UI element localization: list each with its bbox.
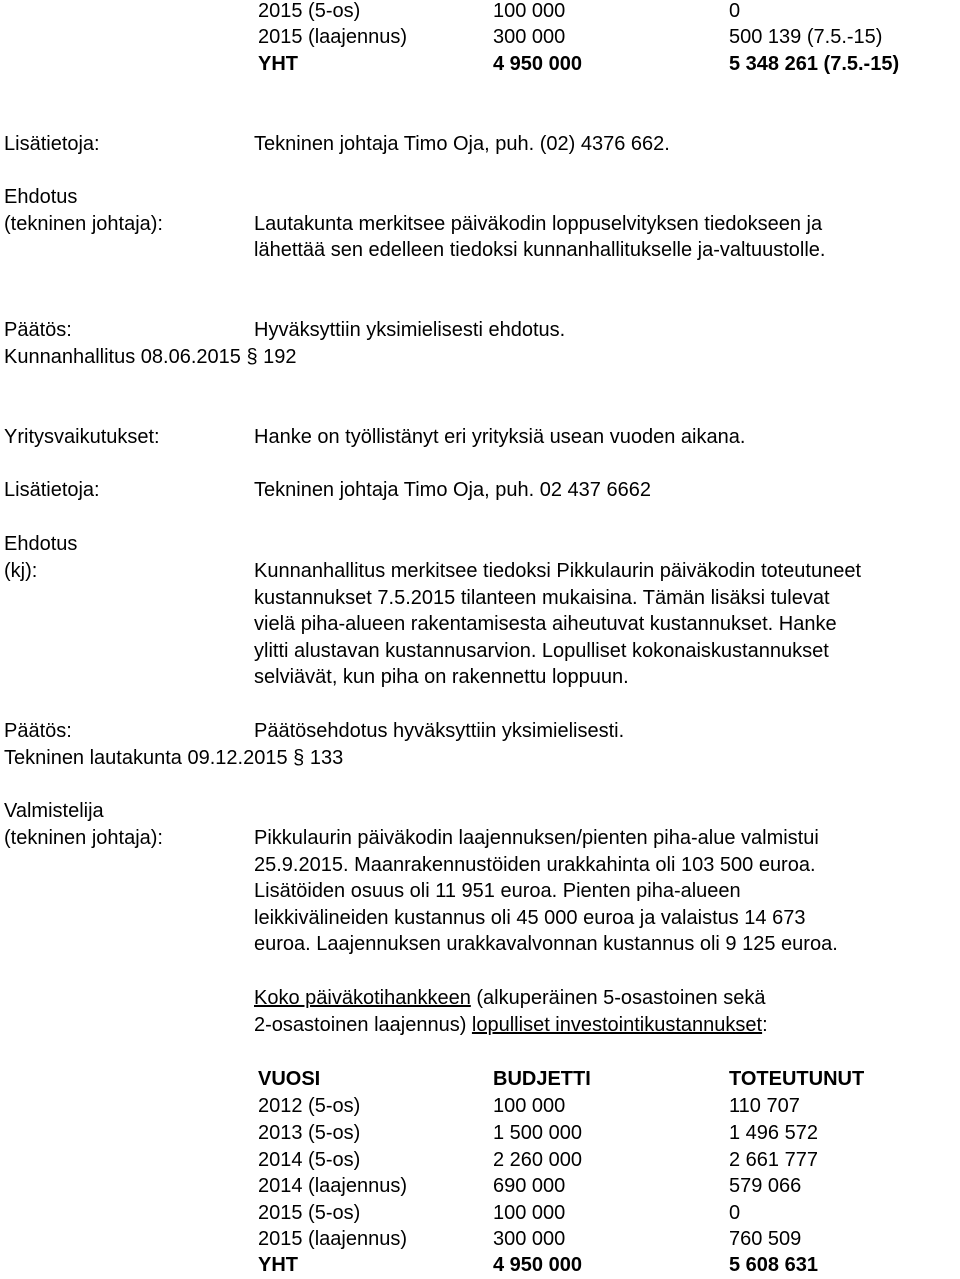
proposal-text-line: Kunnanhallitus merkitsee tiedoksi Pikkulaurin päiväkodin toteutuneet [254,560,862,582]
table-row [0,1093,960,1120]
table-total-row [0,51,960,78]
cell-budget: 4 950 000 [493,53,582,75]
cell-year: YHT [258,1254,298,1276]
proposal-text [254,558,861,691]
header-actual: TOTEUTUNUT [729,1068,865,1090]
proposal-text-line: Lautakunta merkitsee päiväkodin loppuselvityksen tiedokseen ja [254,213,823,235]
table-row [0,1173,960,1200]
council-date: Kunnanhallitus 08.06.2015 [4,346,241,368]
cell-actual: 2 661 777 [729,1149,818,1171]
info-label: Lisätietoja: [4,479,100,501]
info-label: Lisätietoja: [4,133,100,155]
summary-plain: : [762,1013,768,1036]
summary-text [254,985,768,1038]
board-section: 133 [309,747,344,769]
cell-actual: 5 608 631 [729,1254,818,1276]
cell-year: 2015 (laajennus) [258,1228,407,1250]
table-row [0,0,960,25]
proposal-text-line: ylitti alustavan kustannusarvion. Lopulliset kokonaiskustannukset [254,639,829,662]
cell-budget: 100 000 [493,1202,566,1224]
cell-year: 2014 (laajennus) [258,1175,407,1197]
cell-actual: 579 066 [729,1175,802,1197]
proposal-text-line: vielä piha-alueen rakentamisesta aiheutuvat kustannukset. Hanke [254,613,837,635]
section-icon: § [293,747,305,769]
cell-year: 2013 (5-os) [258,1122,361,1144]
summary-underlined: Koko päiväkotihankkeen [254,987,471,1009]
decision-text: Hyväksyttiin yksimielisesti ehdotus. [254,319,566,341]
section-icon: § [246,346,258,368]
cell-budget: 4 950 000 [493,1254,582,1276]
cell-actual: 500 139 (7.5.-15) [729,26,883,48]
preparer-text-line: 25.9.2015. Maanrakennustöiden urakkahinta oli 103 500 euroa. [254,853,816,876]
cell-year: YHT [258,53,298,75]
proposal-label: Ehdotus [4,186,78,208]
table-row [0,1226,960,1253]
table-header-row [0,1066,960,1093]
preparer-text-line: Lisätöiden osuus oli 11 951 euroa. Pienten piha-alueen [254,880,741,902]
cell-budget: 2 260 000 [493,1149,582,1171]
cell-year: 2015 (5-os) [258,0,361,22]
preparer-text-line: Pikkulaurin päiväkodin laajennuksen/pienten piha-alue valmistui [254,827,819,849]
cell-year: 2015 (laajennus) [258,26,407,48]
summary-line [254,1012,768,1039]
preparer-label: Valmistelija [4,800,104,822]
proposal-text-line: lähettää sen edelleen tiedoksi kunnanhallitukselle ja-valtuustolle. [254,239,826,261]
decision-label: Päätös: [4,319,72,341]
preparer-text [254,825,838,958]
board-date: Tekninen lautakunta 09.12.2015 [4,747,288,769]
table-row [0,1147,960,1174]
cell-budget: 100 000 [493,0,566,22]
decision-label: Päätös: [4,720,72,742]
summary-line [254,985,768,1012]
info-text: Tekninen johtaja Timo Oja, puh. (02) 4376 662. [254,133,670,155]
header-budget: BUDJETTI [493,1068,591,1090]
cell-actual: 1 496 572 [729,1122,818,1144]
preparer-label-role: (tekninen johtaja): [4,827,163,849]
board-reference [4,745,343,772]
table-row [0,1120,960,1147]
cell-budget: 300 000 [493,26,566,48]
cell-budget: 300 000 [493,1228,566,1250]
cell-actual: 760 509 [729,1228,802,1250]
table-row [0,24,960,51]
cell-actual: 0 [729,1202,741,1224]
cell-year: 2014 (5-os) [258,1149,361,1171]
proposal-label-role: (kj): [4,560,38,582]
preparer-text-line: euroa. Laajennuksen urakkavalvonnan kustannus oli 9 125 euroa. [254,933,838,955]
cell-budget: 1 500 000 [493,1122,582,1144]
council-section: 192 [263,346,297,368]
decision-text: Päätösehdotus hyväksyttiin yksimielisesti. [254,720,625,742]
preparer-text-line: leikkivälineiden kustannus oli 45 000 euroa ja valaistus 14 673 [254,906,806,929]
cell-actual: 110 707 [729,1095,800,1117]
summary-plain: (alkuperäinen 5-osastoinen sekä [470,987,766,1009]
table-row [0,1200,960,1227]
cell-actual: 5 348 261 (7.5.-15) [729,53,900,75]
header-year: VUOSI [258,1068,321,1090]
summary-plain: 2-osastoinen laajennus) [254,1013,472,1036]
cell-year: 2012 (5-os) [258,1095,361,1117]
business-label: Yritysvaikutukset: [4,426,160,448]
proposal-text-line: selviävät, kun piha on rakennettu loppuun. [254,666,629,688]
business-text: Hanke on työllistänyt eri yrityksiä usean vuoden aikana. [254,426,746,448]
proposal-label: Ehdotus [4,533,78,555]
cell-budget: 690 000 [493,1175,566,1197]
proposal-label-role: (tekninen johtaja): [4,213,163,235]
cell-actual: 0 [729,0,741,22]
cell-budget: 100 000 [493,1095,566,1117]
council-reference [4,344,297,371]
proposal-text-line: kustannukset 7.5.2015 tilanteen mukaisina. Tämän lisäksi tulevat [254,586,830,609]
summary-underlined: lopulliset investointikustannukset [471,1013,763,1036]
cell-year: 2015 (5-os) [258,1202,361,1224]
info-text: Tekninen johtaja Timo Oja, puh. 02 437 6662 [254,479,651,501]
